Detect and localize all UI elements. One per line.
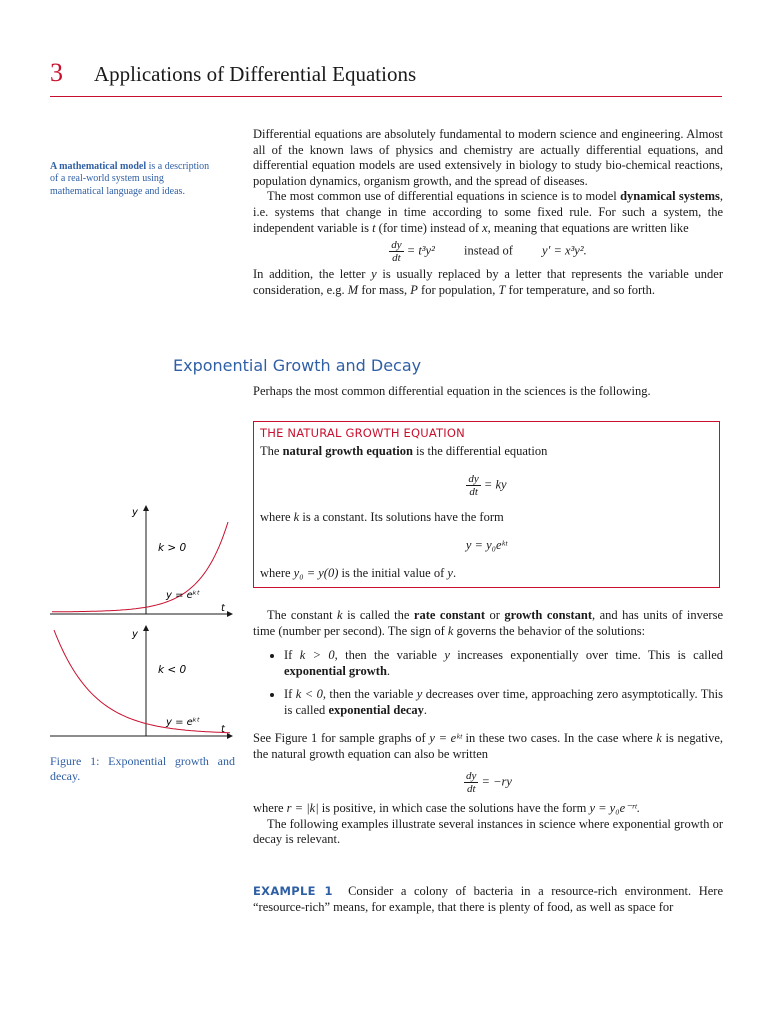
math-expression: y₀ = y(0) (293, 566, 339, 580)
chapter-title: Applications of Differential Equations (94, 62, 417, 86)
math-expression: r = |k| (286, 801, 319, 816)
fraction (464, 770, 478, 795)
text-span: (for time) instead of (375, 220, 483, 235)
math-var: k (293, 510, 300, 524)
text-span: . (452, 566, 457, 580)
fraction-numerator: dy (466, 770, 477, 783)
section-heading: Exponential Growth and Decay (173, 356, 422, 375)
equation-decay-form (253, 770, 723, 795)
text-span: . (386, 663, 391, 678)
text-span: in these two cases. In the case where (461, 731, 657, 745)
equation-rhs: = −ry (478, 774, 512, 789)
fraction-denominator: dt (466, 783, 476, 796)
figure-1 (50, 500, 240, 740)
header-rule (50, 96, 722, 97)
fraction-denominator: dt (392, 252, 401, 265)
top-curve-label: y = eᵏᵗ (166, 590, 201, 601)
term-exponential-growth: exponential growth (284, 663, 387, 678)
math-var: k (656, 731, 662, 745)
text-span: where (253, 801, 287, 816)
math-var: k (447, 623, 454, 638)
math-var: k (337, 608, 343, 622)
intro-paragraph-2 (253, 189, 723, 236)
equation-alt: y′ = x³y². (542, 243, 587, 258)
text-span: governs the behavior of the solutions: (453, 623, 646, 638)
term-dynamical-systems: dynamical systems (620, 189, 720, 204)
equation-rhs: = ky (480, 477, 507, 492)
bottom-k-label: k < 0 (158, 664, 187, 676)
growth-curve (52, 522, 228, 612)
margin-note-term: A mathematical model (50, 161, 147, 172)
text-span: or (485, 608, 505, 622)
text-span: where (260, 510, 294, 524)
math-var: y (371, 267, 377, 282)
text-span: If (284, 687, 296, 702)
text-span: for population, (417, 282, 499, 297)
fraction (389, 239, 403, 264)
rate-constant-paragraph (253, 608, 723, 639)
equation-natural-growth (254, 473, 719, 498)
text-span: If (284, 648, 300, 662)
math-var: t (372, 220, 376, 235)
figure-caption: Figure 1: Exponential growth and decay. (50, 754, 235, 783)
math-expression: k > 0 (299, 648, 335, 662)
text-span: , i.e. systems that change in time according to some fixed rule. For such a system, the independent variable is (253, 189, 724, 235)
text-span: is usually replaced by a letter that represents the variable under consideration, e.g. (253, 267, 723, 297)
equation-solution: y = y₀eᵏᵗ (465, 538, 508, 552)
bottom-curve-label: y = eᵏᵗ (166, 717, 201, 728)
math-var: y (444, 648, 450, 662)
text-span: for mass, (358, 282, 411, 297)
fraction-numerator: dy (391, 239, 402, 252)
decay-curve (54, 630, 230, 733)
text-span: where (260, 566, 294, 580)
text-span: The (260, 444, 283, 458)
equation-rhs: = t³y² (403, 243, 435, 258)
text-span: is a constant. Its solutions have the form (299, 510, 504, 524)
math-var: T (498, 282, 506, 297)
text-span: is positive, in which case the solutions have the form (318, 801, 590, 816)
examples-intro: The following examples illustrate several instances in science where exponential growth or decay is relevant. (253, 816, 723, 847)
definition-line-2 (260, 510, 504, 525)
text-span: is called the (342, 608, 414, 622)
text-span: In addition, the letter (253, 267, 372, 282)
section-intro: Perhaps the most common differential equation in the sciences is the following. (253, 384, 651, 398)
example-tag: EXAMPLE 1 (253, 884, 333, 898)
equation-connector: instead of (463, 243, 513, 258)
margin-note-text: is a description of a real-world system using mathematical language and ideas. (50, 161, 210, 197)
text-span: decreases over time, approaching zero asymptotically. This is called (284, 687, 724, 717)
behavior-list (253, 648, 723, 726)
math-expression: k < 0 (295, 687, 323, 702)
fraction-denominator: dt (469, 486, 478, 498)
chapter-number: 3 (50, 58, 63, 87)
math-var: y (447, 566, 453, 580)
definition-line-1 (260, 444, 547, 459)
definition-box (253, 421, 720, 588)
text-span: increases exponentially over time. This is called (449, 648, 724, 662)
top-y-label: y (132, 507, 138, 518)
text-span: The constant (267, 608, 338, 622)
text-span: . (636, 801, 640, 816)
text-span: is the initial value of (338, 566, 448, 580)
text-span: . (423, 702, 428, 717)
intro-text (253, 127, 723, 298)
example-text: Consider a colony of bacteria in a resource-rich environment. Here “resource-rich” means, for example, that there is plenty of food, as well as space for (253, 884, 724, 914)
intro-paragraph-3 (253, 267, 723, 298)
math-expression: y = eᵏᵗ (429, 731, 462, 745)
text-span: See Figure 1 for sample graphs of (253, 731, 430, 745)
top-t-label: t (221, 603, 225, 614)
intro-paragraph-1: Differential equations are absolutely fundamental to modern science and engineering. Almost all of the known laws of physics and chemistry are actually differential equations, and differential equation models are used extensively in biology to study bio-chemical reactions, population dynamics, organism growth, and the spread of diseases. (253, 127, 723, 188)
definition-line-3 (260, 566, 456, 581)
list-item (284, 648, 723, 679)
example-1 (253, 884, 723, 915)
top-k-label: k > 0 (158, 542, 187, 554)
text-span: , meaning that equations are written like (487, 220, 689, 235)
definition-box-heading: THE NATURAL GROWTH EQUATION (260, 426, 465, 440)
text-span: , then the variable (334, 648, 445, 662)
term-rate-constant: rate constant (413, 608, 486, 622)
math-var: y (416, 687, 423, 702)
fraction-numerator: dy (468, 473, 479, 485)
text-span: , and has units of inverse time (number per second). The sign of (253, 608, 723, 638)
math-var: M (347, 282, 359, 297)
text-span: is the differential equation (412, 444, 548, 458)
margin-note (50, 161, 212, 198)
sample-graphs-paragraph (253, 731, 723, 848)
math-expression: y = y₀e⁻ʳᵗ (589, 801, 637, 816)
figure-1-graphs (50, 500, 240, 740)
chapter-header (50, 56, 720, 96)
fraction (466, 473, 480, 498)
text-span: for temperature, and so forth. (505, 282, 656, 297)
list-item (284, 687, 723, 718)
bottom-y-label: y (132, 629, 138, 640)
math-var: P (410, 282, 418, 297)
term-growth-constant: growth constant (504, 608, 592, 622)
equation-dy-dt (253, 239, 723, 264)
text-span: The most common use of differential equations in science is to model (267, 189, 621, 204)
text-span: , then the variable (322, 687, 417, 702)
term-exponential-decay: exponential decay (328, 702, 424, 717)
term-natural-growth-equation: natural growth equation (282, 444, 413, 458)
bottom-t-label: t (221, 724, 225, 735)
text-span: is negative, the natural growth equation can also be written (253, 731, 724, 761)
math-var: x (482, 220, 488, 235)
